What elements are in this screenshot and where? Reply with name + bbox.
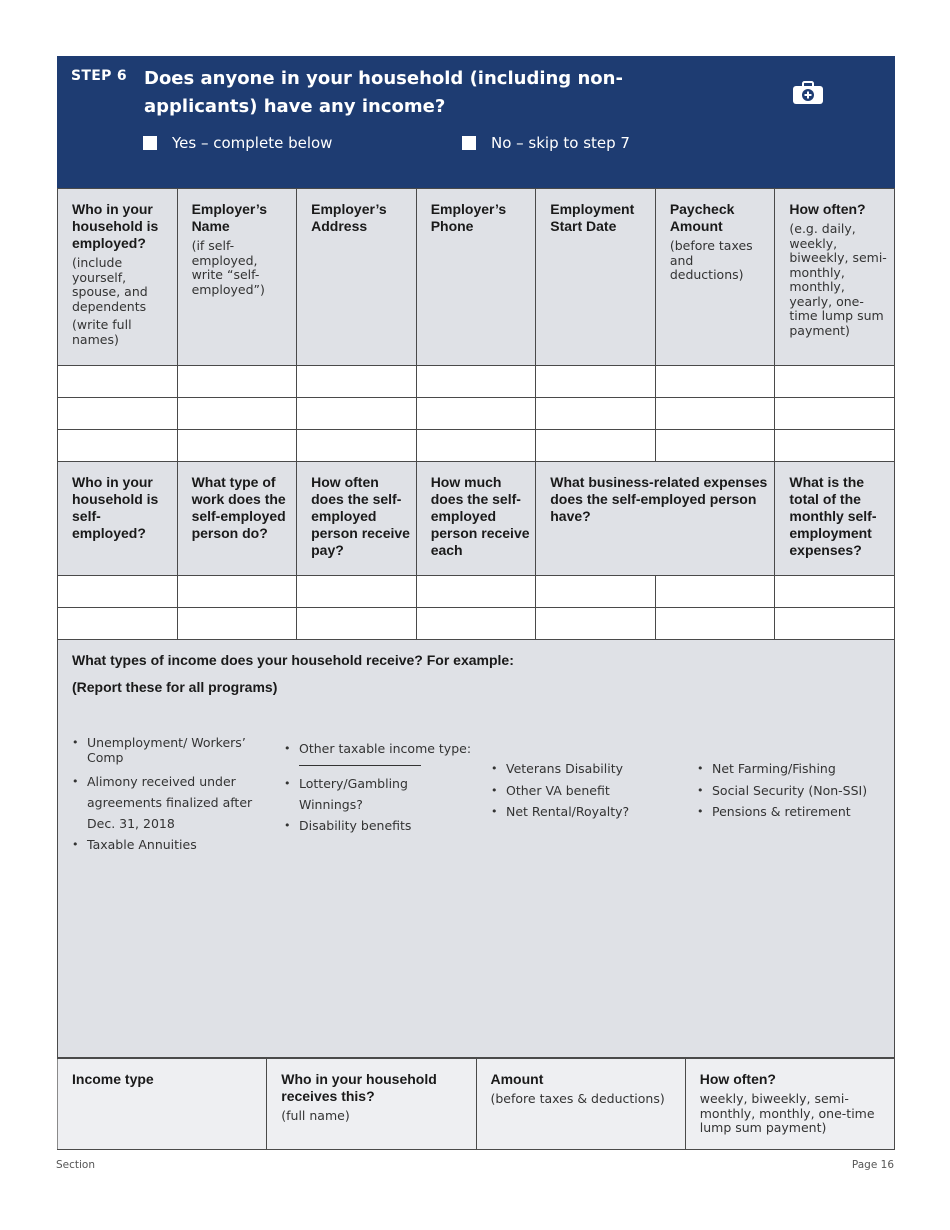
footer-section-label: Section <box>56 1159 96 1171</box>
list-item: • Other VA benefit <box>491 780 686 802</box>
col-title: Who in your household receives this? <box>281 1071 437 1104</box>
income-table <box>57 1058 895 1150</box>
input-cell[interactable] <box>536 608 656 640</box>
col-title: Employment Start Date <box>550 201 635 234</box>
employment-table <box>57 188 895 640</box>
input-cell[interactable] <box>297 576 417 608</box>
list-item: • Pensions & retirement <box>697 801 892 823</box>
col-how-often <box>775 189 895 366</box>
list-item: • Net Farming/Fishing <box>697 758 892 780</box>
yes-checkbox[interactable] <box>143 136 157 150</box>
input-cell[interactable] <box>775 398 895 430</box>
income-types-subtitle: (Report these for all programs) <box>72 679 278 695</box>
col-note: (write full names) <box>72 317 132 347</box>
input-cell[interactable] <box>536 366 656 398</box>
col-title: Paycheck Amount <box>669 201 735 234</box>
input-cell[interactable] <box>536 398 656 430</box>
employment-header-row <box>58 189 895 366</box>
list-item: • Unemployment/ Workers’ Comp <box>72 736 267 765</box>
col-self-employed-person: Who in your household is self-employed? <box>58 462 178 576</box>
col-title: Amount <box>490 1071 544 1087</box>
input-cell[interactable] <box>775 608 895 640</box>
col-note: (include yourself, spouse, and dependents <box>72 255 148 314</box>
income-list-col-4 <box>697 758 892 823</box>
income-list-col-3 <box>491 758 686 823</box>
col-income-type <box>58 1059 267 1150</box>
footer-page-number: Page 16 <box>851 1159 894 1171</box>
input-cell[interactable] <box>297 398 417 430</box>
col-title: Employer’s Phone <box>430 201 507 234</box>
list-item: • Alimony received under agreements finalized after Dec. 31, 2018 <box>72 771 267 834</box>
yes-option-label: Yes – complete below <box>172 134 333 152</box>
col-employer-phone <box>416 189 536 366</box>
col-monthly-expenses-total: What is the total of the monthly self-employment expenses? <box>775 462 895 576</box>
col-note: (before taxes and deductions) <box>669 238 753 282</box>
col-frequency <box>685 1059 894 1150</box>
input-cell[interactable] <box>655 398 775 430</box>
col-title: Employer’s Name <box>191 201 268 234</box>
input-cell[interactable] <box>58 366 178 398</box>
list-item: • Lottery/Gambling Winnings? <box>284 773 474 815</box>
input-cell[interactable] <box>58 576 178 608</box>
no-option-label: No – skip to step 7 <box>491 134 630 152</box>
col-note: (full name) <box>281 1108 350 1123</box>
input-cell[interactable] <box>58 430 178 462</box>
list-item: • Disability benefits <box>284 815 474 836</box>
input-cell[interactable] <box>655 576 775 608</box>
col-pay-frequency: How often does the self-employed person receive pay? <box>297 462 417 576</box>
input-cell[interactable] <box>177 608 297 640</box>
list-item: • Social Security (Non-SSI) <box>697 780 892 802</box>
input-cell[interactable] <box>297 430 417 462</box>
input-cell[interactable] <box>297 366 417 398</box>
col-employer-address <box>297 189 417 366</box>
income-form-step-6 <box>57 56 895 1150</box>
col-note: (before taxes & deductions) <box>490 1091 665 1106</box>
table-row <box>58 366 895 398</box>
input-cell[interactable] <box>177 576 297 608</box>
input-cell[interactable] <box>58 608 178 640</box>
table-row <box>58 430 895 462</box>
input-cell[interactable] <box>655 366 775 398</box>
input-cell[interactable] <box>536 430 656 462</box>
table-row <box>58 398 895 430</box>
input-cell[interactable] <box>177 398 297 430</box>
input-cell[interactable] <box>416 576 536 608</box>
col-note: (if self-employed, write “self-employed”) <box>191 238 265 297</box>
input-cell[interactable] <box>416 608 536 640</box>
list-item-label: Other taxable income type: <box>299 741 472 756</box>
col-business-expenses: What business-related expenses does the self-employed person have? <box>536 462 775 576</box>
list-item: • Net Rental/Royalty? <box>491 801 686 823</box>
input-cell[interactable] <box>416 430 536 462</box>
col-work-type: What type of work does the self-employed person do? <box>177 462 297 576</box>
col-pay-amount: How much does the self-employed person receive each <box>416 462 536 576</box>
col-employed-person <box>58 189 178 366</box>
input-cell[interactable] <box>416 366 536 398</box>
input-cell[interactable] <box>655 608 775 640</box>
income-types-title: What types of income does your household receive? For example: <box>72 652 514 668</box>
col-employer-name <box>177 189 297 366</box>
col-amount <box>476 1059 685 1150</box>
briefcase-icon <box>792 81 824 105</box>
col-title: Employer’s Address <box>311 201 387 234</box>
col-title: Income type <box>72 1071 154 1087</box>
col-title: How often? <box>699 1071 776 1087</box>
list-item <box>284 738 474 766</box>
input-cell[interactable] <box>416 398 536 430</box>
col-note: weekly, biweekly, semi-monthly, monthly, one-time lump sum payment) <box>699 1091 875 1135</box>
income-header-row <box>58 1059 895 1150</box>
input-cell[interactable] <box>536 576 656 608</box>
col-note: (e.g. daily, weekly, biweekly, semi-monthly, monthly, yearly, one-time lump sum payment) <box>789 221 887 338</box>
list-item: • Veterans Disability <box>491 758 686 780</box>
input-cell[interactable] <box>297 608 417 640</box>
yes-option[interactable] <box>143 134 332 152</box>
col-title: How often? <box>789 201 866 217</box>
step-header <box>57 56 895 188</box>
no-checkbox[interactable] <box>462 136 476 150</box>
col-start-date <box>536 189 656 366</box>
input-cell[interactable] <box>177 430 297 462</box>
table-row <box>58 576 895 608</box>
input-cell[interactable] <box>775 366 895 398</box>
input-cell[interactable] <box>177 366 297 398</box>
input-cell[interactable] <box>58 398 178 430</box>
income-types-panel <box>57 640 895 1058</box>
col-recipient <box>267 1059 476 1150</box>
fill-in-line[interactable] <box>299 759 421 766</box>
income-list-col-2 <box>284 738 474 836</box>
income-list-col-1 <box>72 736 267 855</box>
no-option[interactable] <box>462 134 630 152</box>
input-cell[interactable] <box>775 576 895 608</box>
table-row <box>58 608 895 640</box>
step-question: Does anyone in your household (including non-applicants) have any income? <box>144 68 623 117</box>
self-employment-header-row <box>58 462 895 576</box>
input-cell[interactable] <box>775 430 895 462</box>
step-label: STEP 6 <box>71 68 127 84</box>
col-paycheck-amount <box>655 189 775 366</box>
list-item: • Taxable Annuities <box>72 834 267 855</box>
col-title: Who in your household is employed? <box>72 201 159 251</box>
input-cell[interactable] <box>655 430 775 462</box>
